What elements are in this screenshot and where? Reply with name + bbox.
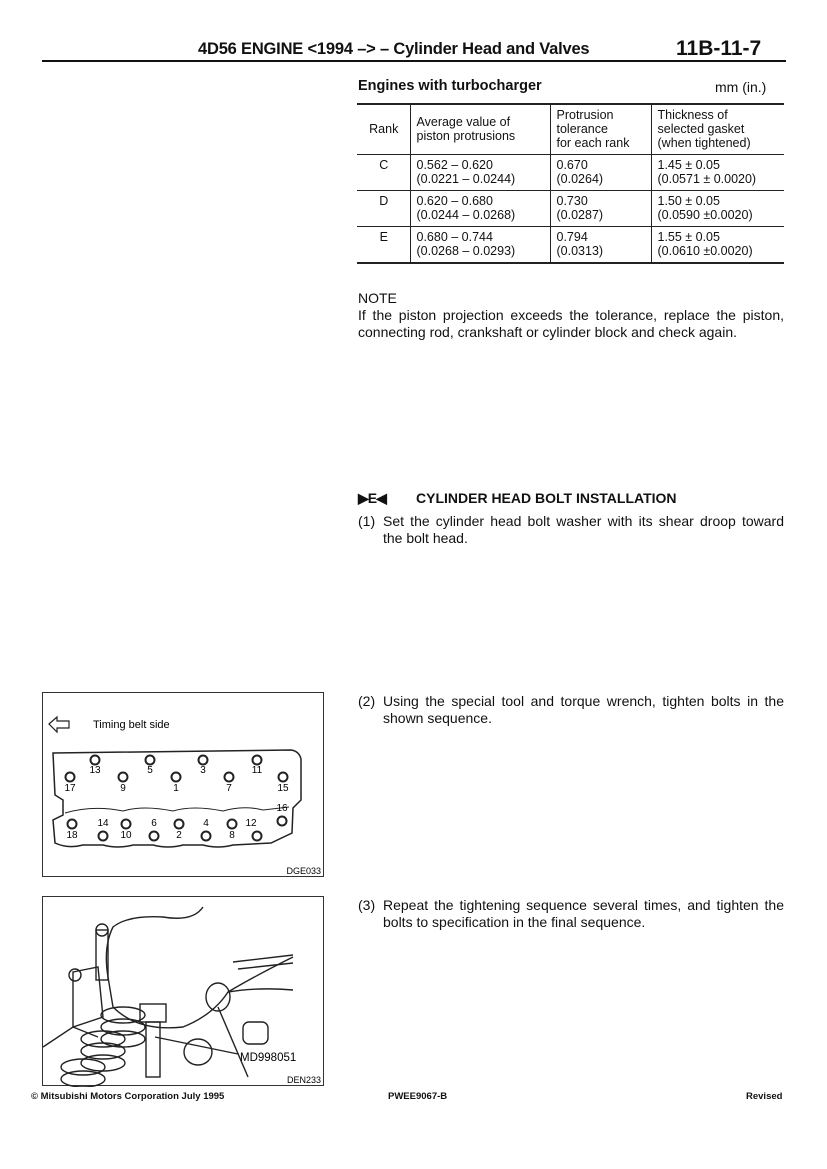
bolt-16 [276, 803, 288, 826]
bolt-sequence-number: 1 [173, 783, 179, 794]
note-text: If the piston projection exceeds the tolerance, replace the piston, connecting rod, crankshaft or cylinder block and check again. [358, 307, 784, 340]
bolt-sequence-number: 7 [226, 783, 232, 794]
tolerance-cell: 0.730 (0.0287) [550, 191, 651, 227]
bolt-hole-icon [99, 832, 108, 841]
bolt-hole-icon [122, 820, 131, 829]
bolt-sequence-figure [42, 692, 324, 877]
average-cell: 0.680 – 0.744 (0.0268 – 0.0293) [410, 227, 550, 264]
wrench-illustration [43, 897, 325, 1087]
bolt-8 [228, 820, 237, 842]
bolt-3 [199, 756, 208, 777]
cylinder-head-diagram [43, 693, 325, 878]
bolt-sequence-number: 5 [147, 765, 153, 776]
bolt-7 [225, 773, 234, 795]
page-number: 11B-11-7 [676, 37, 762, 60]
units-label: mm (in.) [715, 79, 767, 95]
bolt-hole-icon [68, 820, 77, 829]
bolt-14 [97, 818, 109, 841]
bolt-4 [202, 818, 211, 841]
bolt-hole-icon [150, 832, 159, 841]
page-title: 4D56 ENGINE <1994 –> – Cylinder Head and Valves [198, 40, 590, 58]
tolerance-cell: 0.794 (0.0313) [550, 227, 651, 264]
bolt-12 [245, 818, 261, 841]
bolt-1 [172, 773, 181, 795]
bolt-sequence-number: 16 [276, 803, 288, 814]
bolt-sequence-number: 9 [120, 783, 126, 794]
direction-label: Timing belt side [93, 719, 170, 731]
bolt-hole-icon [66, 773, 75, 782]
step-3: (3) Repeat the tightening sequence several times, and tighten the bolts to specification in the final sequence. [358, 897, 784, 930]
note-label: NOTE [358, 290, 397, 306]
header-divider [42, 60, 786, 62]
bolt-hole-icon [253, 832, 262, 841]
tolerance-cell: 0.670 (0.0264) [550, 155, 651, 191]
procedure-marker: ▶E◀ [358, 490, 386, 506]
table-row [357, 227, 784, 264]
bolt-sequence-number: 8 [229, 830, 235, 841]
average-cell: 0.562 – 0.620 (0.0221 – 0.0244) [410, 155, 550, 191]
bolt-9 [119, 773, 128, 795]
bolt-sequence-number: 2 [176, 830, 182, 841]
bolt-hole-icon [225, 773, 234, 782]
left-arrow-icon: ◀ [376, 490, 386, 506]
col-header-average: Average value of piston protrusions [410, 104, 550, 155]
footer-status: Revised [746, 1091, 783, 1102]
bolt-10 [120, 820, 132, 842]
spec-heading: Engines with turbocharger [358, 78, 542, 94]
rank-cell: E [357, 227, 410, 264]
bolt-18 [66, 820, 78, 842]
bolt-sequence-number: 15 [277, 783, 289, 794]
thickness-cell: 1.50 ± 0.05 (0.0590 ±0.0020) [651, 191, 784, 227]
bolt-sequence-number: 10 [120, 830, 132, 841]
footer-copyright: © Mitsubishi Motors Corporation July 1995 [31, 1091, 225, 1102]
arrow-left-icon [49, 717, 69, 732]
thickness-cell: 1.55 ± 0.05 (0.0610 ±0.0020) [651, 227, 784, 264]
table-row [357, 191, 784, 227]
bolt-sequence-number: 11 [251, 765, 263, 776]
bolt-hole-icon [119, 773, 128, 782]
bolt-hole-icon [199, 756, 208, 765]
bolt-hole-icon [175, 820, 184, 829]
bolt-5 [146, 756, 155, 777]
bolt-hole-icon [279, 773, 288, 782]
figure-code: DEN233 [286, 1075, 321, 1085]
average-cell: 0.620 – 0.680 (0.0244 – 0.0268) [410, 191, 550, 227]
rank-cell: C [357, 155, 410, 191]
bolt-hole-icon [202, 832, 211, 841]
thickness-cell: 1.45 ± 0.05 (0.0571 ± 0.0020) [651, 155, 784, 191]
rank-cell: D [357, 191, 410, 227]
bolt-2 [175, 820, 184, 842]
bolt-sequence-number: 12 [245, 818, 257, 829]
gasket-spec-table [357, 103, 784, 264]
bolt-17 [64, 773, 76, 795]
col-header-thickness: Thickness of selected gasket (when tightened) [651, 104, 784, 155]
bolt-hole-icon [278, 817, 287, 826]
step-1: (1) Set the cylinder head bolt washer with its shear droop toward the bolt head. [358, 513, 784, 546]
bolt-hole-icon [146, 756, 155, 765]
bolt-sequence-number: 14 [97, 818, 109, 829]
step-2: (2) Using the special tool and torque wrench, tighten bolts in the shown sequence. [358, 693, 784, 726]
table-row [357, 155, 784, 191]
bolt-13 [89, 756, 101, 777]
col-header-tolerance: Protrusion tolerance for each rank [550, 104, 651, 155]
bolt-hole-icon [228, 820, 237, 829]
bolt-sequence-number: 4 [203, 818, 209, 829]
bolt-11 [252, 756, 263, 777]
bolt-hole-icon [253, 756, 262, 765]
bolt-installation-heading: ▶E◀ CYLINDER HEAD BOLT INSTALLATION [358, 490, 677, 506]
bolt-hole-icon [172, 773, 181, 782]
bolt-hole-icon [91, 756, 100, 765]
bolt-sequence-number: 3 [200, 765, 206, 776]
bolt-6 [150, 818, 159, 841]
col-header-rank: Rank [357, 104, 410, 155]
bolt-15 [277, 773, 289, 795]
figure-code: DGE033 [286, 866, 321, 876]
table-header-row [357, 104, 784, 155]
footer-doc-code: PWEE9067-B [388, 1091, 448, 1102]
tool-part-label: MD998051 [240, 1052, 297, 1064]
bolt-sequence-number: 6 [151, 818, 157, 829]
bolt-sequence-number: 18 [66, 830, 78, 841]
bolt-sequence-number: 13 [89, 765, 101, 776]
bolt-sequence-number: 17 [64, 783, 76, 794]
right-arrow-icon: ▶ [358, 490, 368, 506]
tool-figure [42, 896, 324, 1086]
